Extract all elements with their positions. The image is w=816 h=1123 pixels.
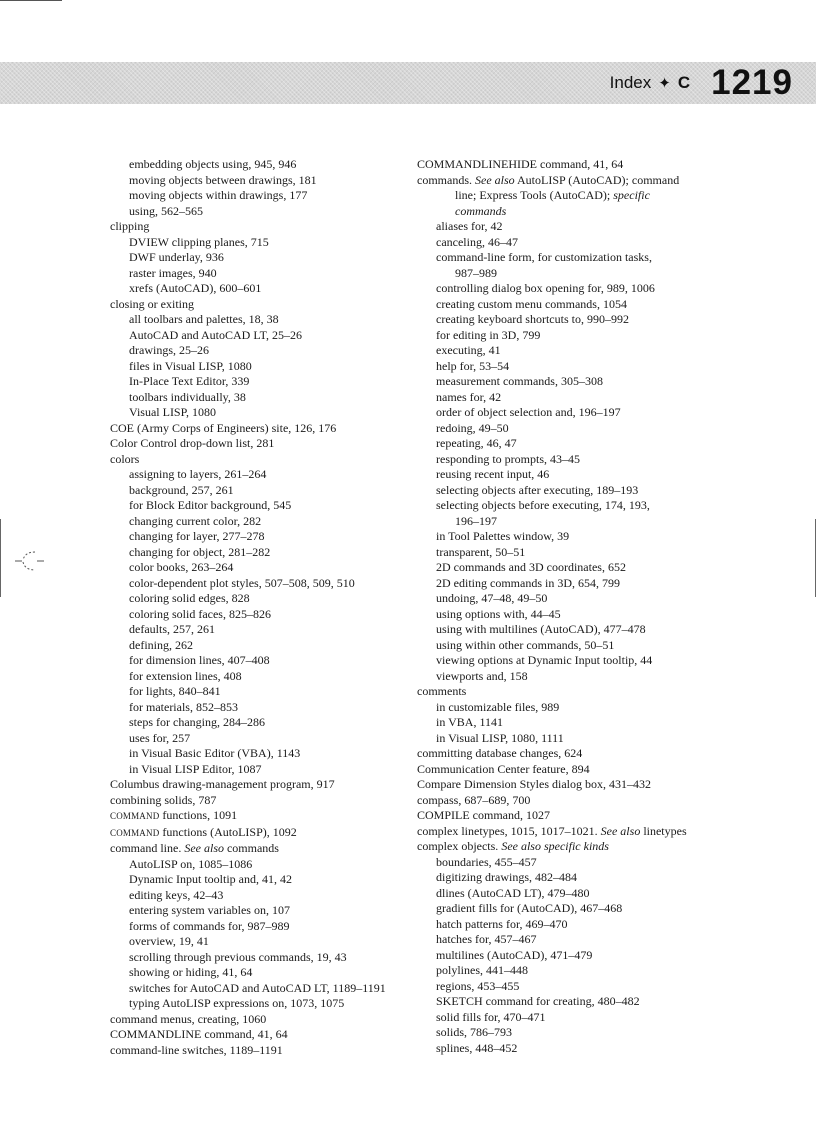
smallcaps-term: COMMAND: [110, 827, 160, 838]
index-subentry: creating keyboard shortcuts to, 990–992: [436, 312, 629, 326]
index-entry: colors: [110, 451, 140, 466]
index-subentry: repeating, 46, 47: [436, 436, 517, 450]
index-entry: COMMANDLINE command, 41, 64: [110, 1027, 288, 1041]
index-subentry: changing for object, 281–282: [129, 544, 271, 559]
see-also-text: See also: [184, 841, 224, 855]
index-subentry: forms of commands for, 987–989: [129, 918, 290, 933]
index-subentry: moving objects between drawings, 181: [129, 172, 317, 187]
index-subentry: aliases for, 42: [436, 219, 503, 233]
index-subentry: order of object selection and, 196–197: [436, 405, 621, 419]
index-subentry: showing or hiding, 41, 64: [129, 965, 253, 979]
index-subentry: editing keys, 42–43: [129, 887, 224, 902]
index-subentry: redoing, 49–50: [436, 420, 509, 435]
see-also-text: See also: [475, 172, 515, 187]
index-subentry: command-line form, for customization tasks,: [436, 250, 652, 264]
index-entry: COMMANDLINEHIDE command, 41, 64: [417, 157, 624, 171]
index-subentry: for materials, 852–853: [129, 699, 238, 714]
index-subentry: using, 562–565: [129, 203, 204, 218]
see-also-text: See also: [600, 823, 641, 838]
index-subentry: Visual LISP, 1080: [129, 405, 216, 419]
index-subentry: solids, 786–793: [436, 1025, 513, 1039]
index-subentry: for extension lines, 408: [129, 668, 242, 683]
index-subentry: changing for layer, 277–278: [129, 529, 265, 543]
index-subentry: in VBA, 1141: [436, 715, 504, 729]
index-subentry: in customizable files, 989: [436, 699, 560, 714]
index-entry: closing or exiting: [110, 296, 194, 311]
index-subentry: undoing, 47–48, 49–50: [436, 591, 548, 605]
index-subentry: coloring solid faces, 825–826: [129, 606, 271, 621]
index-subentry: viewing options at Dynamic Input tooltip, 44: [436, 653, 653, 667]
entry-text: complex objects.: [417, 839, 502, 853]
index-subentry: switches for AutoCAD and AutoCAD LT, 1189–1191: [129, 980, 386, 995]
index-subentry: 2D commands and 3D coordinates, 652: [436, 560, 626, 574]
index-subentry: DWF underlay, 936: [129, 250, 224, 264]
index-subentry: defining, 262: [129, 637, 193, 652]
index-subentry: defaults, 257, 261: [129, 622, 215, 636]
index-subentry: for dimension lines, 407–408: [129, 653, 270, 667]
index-entry: Columbus drawing-management program, 917: [110, 777, 335, 791]
index-subentry: selecting objects after executing, 189–193: [436, 482, 639, 497]
entry-text: command line.: [110, 841, 185, 855]
index-subentry: boundaries, 455–457: [436, 854, 537, 869]
index-entry: [110, 808, 410, 825]
index-entry: [417, 839, 717, 855]
section-label: Index: [609, 73, 652, 92]
index-subentry: Dynamic Input tooltip and, 41, 42: [129, 872, 292, 886]
index-subentry: toolbars individually, 38: [129, 389, 246, 404]
index-subentry: steps for changing, 284–286: [129, 715, 265, 729]
index-subentry: splines, 448–452: [436, 1040, 518, 1055]
index-subentry: DVIEW clipping planes, 715: [129, 234, 269, 249]
index-entry: [110, 841, 410, 857]
index-subentry: solid fills for, 470–471: [436, 1009, 546, 1024]
index-column-left: [110, 157, 410, 1058]
index-subentry: for editing in 3D, 799: [436, 327, 541, 342]
index-subentry: moving objects within drawings, 177: [129, 188, 308, 202]
diamond-icon: ✦: [658, 74, 671, 92]
see-also-text: commands: [455, 203, 507, 218]
entry-text: commands.: [417, 172, 475, 187]
index-entry: Color Control drop-down list, 281: [110, 436, 275, 450]
index-subentry: 2D editing commands in 3D, 654, 799: [436, 575, 620, 590]
index-entry: Compare Dimension Styles dialog box, 431–432: [417, 777, 651, 791]
index-subentry: color books, 263–264: [129, 560, 234, 574]
running-head: [610, 64, 793, 102]
index-subentry: for lights, 840–841: [129, 684, 221, 698]
margin-bar-left: [0, 519, 1, 597]
entry-text: AutoLISP (AutoCAD); command: [514, 172, 680, 187]
index-subentry: in Visual LISP, 1080, 1111: [436, 730, 564, 745]
crop-mark-icon: [15, 546, 45, 576]
index-subentry: creating custom menu commands, 1054: [436, 296, 627, 311]
index-continuation: 987–989: [455, 265, 497, 280]
entry-text: functions, 1091: [159, 808, 238, 822]
index-subentry: all toolbars and palettes, 18, 38: [129, 312, 279, 326]
top-rule: [0, 0, 62, 1]
index-subentry: polylines, 441–448: [436, 963, 528, 977]
index-subentry: scrolling through previous commands, 19, 43: [129, 949, 347, 964]
smallcaps-term: COMMAND: [110, 811, 160, 821]
index-subentry: color-dependent plot styles, 507–508, 509, 510: [129, 575, 355, 590]
index-subentry: gradient fills for (AutoCAD), 467–468: [436, 901, 623, 915]
index-subentry: selecting objects before executing, 174, 193,: [436, 498, 650, 512]
index-subentry: assigning to layers, 261–264: [129, 467, 267, 481]
index-subentry: regions, 453–455: [436, 978, 520, 993]
index-continuation: 196–197: [455, 513, 497, 528]
index-entry: [417, 173, 717, 189]
index-subentry: raster images, 940: [129, 265, 217, 280]
index-entry: [417, 824, 717, 840]
index-entry: COMPILE command, 1027: [417, 808, 550, 822]
index-subentry: drawings, 25–26: [129, 343, 209, 357]
index-subentry: SKETCH command for creating, 480–482: [436, 994, 640, 1008]
index-subentry: hatches for, 457–467: [436, 932, 537, 946]
index-subentry: names for, 42: [436, 389, 502, 404]
index-subentry: xrefs (AutoCAD), 600–601: [129, 281, 262, 295]
index-continuation: [417, 188, 717, 204]
index-subentry: using options with, 44–45: [436, 606, 561, 621]
index-subentry: typing AutoLISP expressions on, 1073, 1075: [129, 996, 345, 1010]
index-entry: command menus, creating, 1060: [110, 1011, 267, 1026]
index-entry: committing database changes, 624: [417, 746, 583, 760]
index-entry: clipping: [110, 219, 150, 233]
index-subentry: hatch patterns for, 469–470: [436, 916, 568, 931]
index-entry: command-line switches, 1189–1191: [110, 1042, 283, 1057]
index-subentry: entering system variables on, 107: [129, 903, 290, 917]
index-subentry: in Visual LISP Editor, 1087: [129, 761, 262, 776]
index-subentry: AutoCAD and AutoCAD LT, 25–26: [129, 327, 303, 342]
index-subentry: reusing recent input, 46: [436, 467, 550, 481]
index-subentry: overview, 19, 41: [129, 934, 209, 948]
index-subentry: canceling, 46–47: [436, 234, 518, 249]
index-entry: Communication Center feature, 894: [417, 761, 590, 776]
index-subentry: transparent, 50–51: [436, 544, 526, 559]
entry-text: complex linetypes, 1015, 1017–1021.: [417, 823, 601, 838]
index-entry: COE (Army Corps of Engineers) site, 126, 176: [110, 420, 337, 435]
index-entry: [110, 825, 410, 842]
index-subentry: files in Visual LISP, 1080: [129, 358, 252, 373]
page-number: 1219: [711, 63, 793, 102]
index-subentry: AutoLISP on, 1085–1086: [129, 856, 253, 871]
index-subentry: responding to prompts, 43–45: [436, 451, 580, 466]
index-subentry: uses for, 257: [129, 730, 191, 745]
index-subentry: digitizing drawings, 482–484: [436, 870, 577, 884]
index-entry: compass, 687–689, 700: [417, 792, 531, 807]
index-subentry: using with multilines (AutoCAD), 477–478: [436, 622, 646, 636]
see-also-text: specific: [613, 188, 650, 202]
entry-text: line; Express Tools (AutoCAD);: [455, 188, 614, 202]
index-subentry: viewports and, 158: [436, 668, 528, 683]
index-subentry: In-Place Text Editor, 339: [129, 374, 250, 388]
index-subentry: dlines (AutoCAD LT), 479–480: [436, 885, 590, 900]
index-subentry: in Visual Basic Editor (VBA), 1143: [129, 746, 301, 760]
index-subentry: for Block Editor background, 545: [129, 498, 292, 512]
entry-text: functions (AutoLISP), 1092: [159, 824, 297, 839]
index-subentry: in Tool Palettes window, 39: [436, 529, 570, 543]
see-also-text: See also specific kinds: [501, 839, 609, 853]
index-subentry: executing, 41: [436, 343, 501, 357]
index-entry: combining solids, 787: [110, 792, 217, 807]
index-subentry: help for, 53–54: [436, 358, 510, 373]
index-subentry: multilines (AutoCAD), 471–479: [436, 947, 593, 962]
index-subentry: using within other commands, 50–51: [436, 637, 615, 652]
entry-text: commands: [223, 841, 279, 855]
index-subentry: measurement commands, 305–308: [436, 374, 603, 388]
index-subentry: background, 257, 261: [129, 482, 234, 497]
index-subentry: embedding objects using, 945, 946: [129, 157, 297, 171]
index-subentry: changing current color, 282: [129, 513, 262, 528]
entry-text: linetypes: [640, 823, 687, 838]
index-entry: comments: [417, 684, 467, 698]
index-subentry: controlling dialog box opening for, 989, 1006: [436, 281, 655, 295]
index-subentry: coloring solid edges, 828: [129, 591, 250, 605]
index-column-right: [417, 157, 717, 1056]
index-continuation: [417, 204, 717, 220]
section-letter: C: [677, 73, 691, 92]
